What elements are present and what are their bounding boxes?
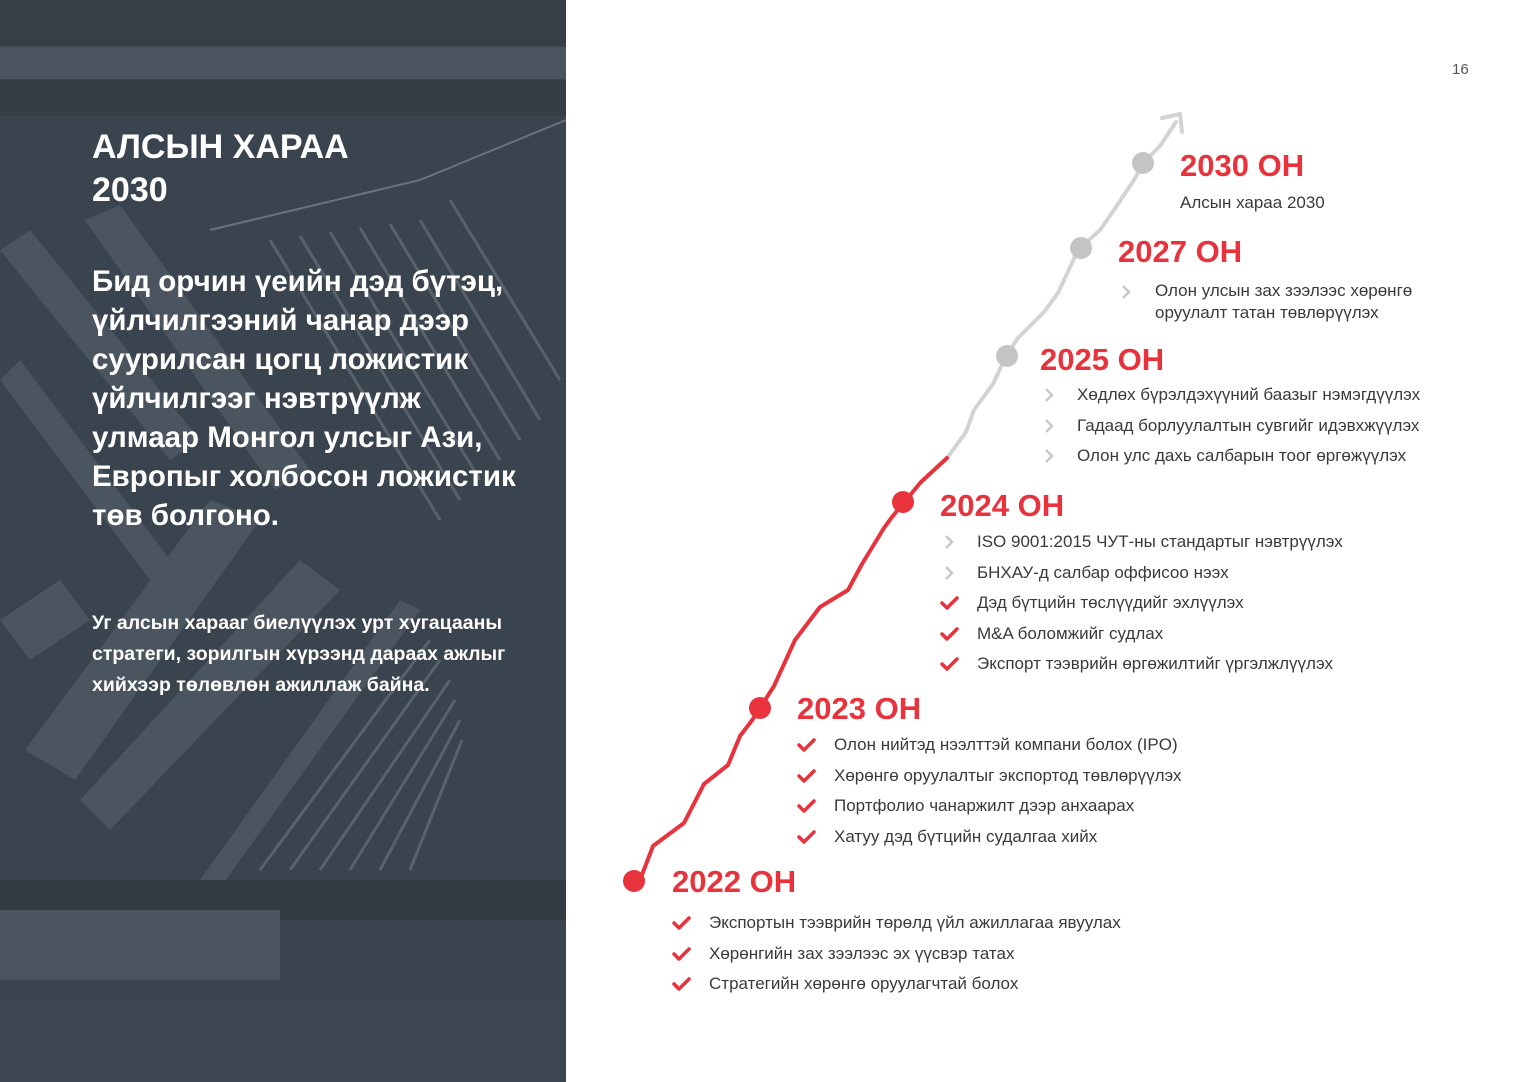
milestone-note-2030: Алсын хараа 2030 xyxy=(1180,193,1325,212)
list-item: ISO 9001:2015 ЧУТ-ны стандартыг нэвтрүүлэх xyxy=(940,527,1343,558)
list-item: БНХАУ-д салбар оффисоо нээх xyxy=(940,558,1343,589)
milestone-year-2030: 2030 ОН xyxy=(1180,148,1305,183)
list-item: Дэд бүтцийн төслүүдийг эхлүүлэх xyxy=(940,588,1343,619)
check-icon xyxy=(797,822,819,852)
check-icon xyxy=(940,588,962,618)
milestone-year-2022: 2022 ОН xyxy=(672,864,797,899)
milestone-year-2024: 2024 ОН xyxy=(940,488,1065,523)
milestone-year-2023: 2023 ОН xyxy=(797,691,922,726)
list-item-text: Олон улсын зах зээлээс хөрөнгө оруулалт татан төвлөрүүлэх xyxy=(1155,281,1413,322)
vision-statement: Бид орчин үеийн дэд бүтэц, үйлчилгээний чанар дээр суурилсан цогц ложистик үйлчилгээг нэвтрүүлж улмаар Монгол улсыг Ази, Европыг холбосон ложистик төв болгоно. xyxy=(92,265,516,532)
milestone-items-2023 xyxy=(797,730,1182,852)
list-item: Хөрөнгийн зах зээлээс эх үүсвэр татах xyxy=(672,939,1121,970)
chevron-right-icon xyxy=(1040,380,1062,410)
check-icon xyxy=(672,969,694,999)
list-item: Стратегийн хөрөнгө оруулагчтай болох xyxy=(672,969,1121,1000)
chevron-right-icon xyxy=(940,527,962,557)
milestone-dot-2030 xyxy=(1132,152,1154,174)
milestone-items-2022 xyxy=(672,908,1121,1000)
page-number: 16 xyxy=(1452,61,1469,78)
check-icon xyxy=(940,649,962,679)
check-icon xyxy=(797,791,819,821)
check-icon xyxy=(672,939,694,969)
list-item: Экспорт тээврийн өргөжилтийг үргэлжлүүлэх xyxy=(940,649,1343,680)
list-item: Гадаад борлуулалтын сувгийг идэвхжүүлэх xyxy=(1040,411,1420,442)
check-icon xyxy=(940,619,962,649)
list-item: Экспортын тээврийн төрөлд үйл ажиллагаа явуулах xyxy=(672,908,1121,939)
milestone-dot-2027 xyxy=(1070,237,1092,259)
list-item: Хатуу дэд бүтцийн судалгаа хийх xyxy=(797,822,1182,853)
check-icon xyxy=(797,761,819,791)
milestone-dot-2022 xyxy=(623,870,645,892)
list-item: M&A боломжийг судлах xyxy=(940,619,1343,650)
milestone-year-2027: 2027 ОН xyxy=(1118,234,1243,269)
milestone-items-2025 xyxy=(1040,380,1420,472)
page-title-line2: 2030 xyxy=(92,171,168,209)
chevron-right-icon xyxy=(1040,411,1062,441)
list-item: Олон улс дахь салбарын тоог өргөжүүлэх xyxy=(1040,441,1420,472)
list-item: Олон нийтэд нээлттэй компани болох (IPO) xyxy=(797,730,1182,761)
chevron-right-icon xyxy=(940,558,962,588)
milestone-dot-2024 xyxy=(892,491,914,513)
milestone-dot-2023 xyxy=(749,697,771,719)
check-icon xyxy=(797,730,819,760)
milestone-year-2025: 2025 ОН xyxy=(1040,342,1165,377)
list-item: Портфолио чанаржилт дээр анхаарах xyxy=(797,791,1182,822)
vision-description: Уг алсын харааг биелүүлэх урт хугацааны стратеги, зорилгын хүрээнд дараах ажлыг хийхээр төлөвлөн ажиллаж байна. xyxy=(92,612,506,696)
milestone-dot-2025 xyxy=(996,345,1018,367)
list-item: Хөдлөх бүрэлдэхүүний баазыг нэмэгдүүлэх xyxy=(1040,380,1420,411)
check-icon xyxy=(672,908,694,938)
chevron-right-icon xyxy=(1118,282,1134,302)
page-title-line1: АЛСЫН ХАРАА xyxy=(92,128,349,166)
list-item: Хөрөнгө оруулалтыг экспортод төвлөрүүлэх xyxy=(797,761,1182,792)
milestone-items-2024 xyxy=(940,527,1343,680)
chevron-right-icon xyxy=(1040,441,1062,471)
